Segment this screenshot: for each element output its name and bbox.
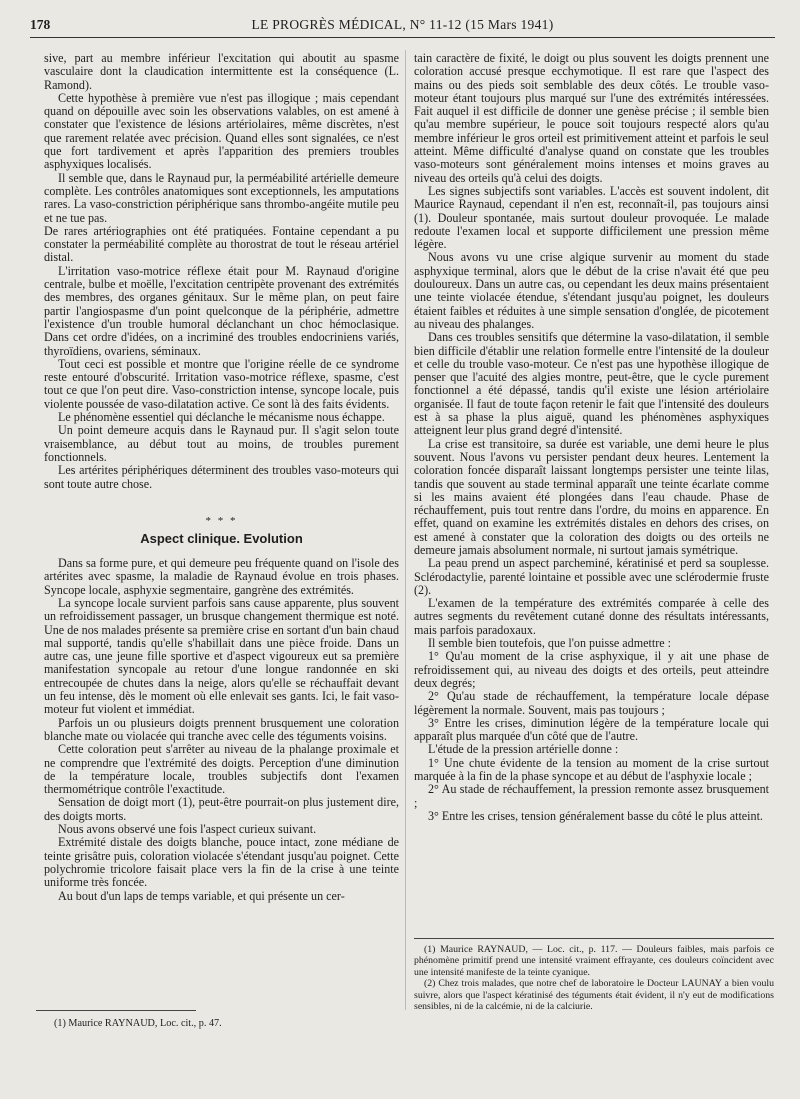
- paragraph: sive, part au membre inférieur l'excitation qui aboutit au spasme vasculaire dont la claudication intermittente est la conséquence (L. Ramond).: [44, 51, 399, 92]
- paragraph: Il semble que, dans le Raynaud pur, la perméabilité artérielle demeure complète. Les contrôles anatomiques sont exceptionnels, les amputations rares. La vaso-constriction périphérique sans thrombo-angéite mutile peu et ne tue pas.: [44, 170, 399, 225]
- right-column: [414, 52, 769, 823]
- paragraph: Dans ces troubles sensitifs que détermine la vaso-dilatation, il semble bien difficile d'établir une relation formelle entre l'intensité de la douleur et celle du trouble vaso-moteur. Ce n'est pas une hypothèse illogique de penser que l'acuité des algies montre, peut-être, que le cycle purement fonctionnel a été dépassé, tandis qu'il existe une lésion artériolaire organisée. Il faut de toute façon retenir le fait que l'intensité des douleurs est à sa phase la plus aiguë, quand les phénomènes asphyxiques atteignent leur plus grand degré d'intensité.: [414, 330, 769, 438]
- list-item: 2° Qu'au stade de réchauffement, la température locale dépase légèrement la normale. Souvent, mais pas toujours ;: [414, 689, 769, 717]
- paragraph: La peau prend un aspect parcheminé, kératinisé et perd sa souplesse. Sclérodactylie, parenté lointaine et possible avec une sclérodermie fruste (2).: [414, 556, 769, 597]
- paragraph: De rares artériographies ont été pratiquées. Fontaine cependant a pu constater la perméabilité complète au thorostrat de tout le réseau artériel distal.: [44, 223, 399, 265]
- column-divider: [405, 50, 406, 1010]
- paragraph: Tout ceci est possible et montre que l'origine réelle de ce syndrome reste entouré d'obscurité. Irritation vaso-motrice réflexe, spasme, c'est tout ce que l'on peut dire. Vaso-constriction intense, syncope locale, puis violente poussée de vaso-dilatation active. Ce sont là des faits évidents.: [44, 356, 399, 411]
- paragraph: Nous avons vu une crise algique survenir au moment du stade asphyxique terminal, alors que le début de la crise n'avait été que peu douloureux. Dans un autre cas, ou cependant les deux mains présentaient une teinte violacée étendue, s'étendant jusqu'au poignet, les douleurs étaient faibles et réduites à une simple sensation d'onglée, de picotement au niveau des phalanges.: [414, 250, 769, 331]
- page-number: 178: [30, 17, 51, 32]
- paragraph: Les artérites périphériques déterminent des troubles vaso-moteurs qui sont toute autre chose.: [44, 463, 399, 491]
- section-separator: * * *: [205, 514, 238, 527]
- paragraph: Nous avons observé une fois l'aspect curieux suivant.: [58, 822, 317, 837]
- footnote: (1) Maurice RAYNAUD, Loc. cit., p. 47.: [54, 1018, 222, 1029]
- section-title: Aspect clinique. Evolution: [140, 530, 303, 546]
- paragraph: Au bout d'un laps de temps variable, et qui présente un cer-: [58, 888, 345, 903]
- paragraph: Les signes subjectifs sont variables. L'accès est souvent indolent, dit Maurice Raynaud, cependant il n'en est, reconnaît-il, pas toujours ainsi (1). Douleur spontanée, mais surtout douleur provoquée. Le malade redoute l'examen local et supporte difficilement une pression même légère.: [414, 183, 769, 252]
- paragraph: tain caractère de fixité, le doigt ou plus souvent les doigts prennent une coloration accusé presque ecchymotique. Il est rare que l'aspect des mains ou des pieds soit semblable des deux côtés. Le trouble vaso-moteur étant toujours plus marqué sur l'une des extrémités intéressées. Fait auquel il est difficile de donner une genèse précise ; il semble bien qu'au membre supérieur, le pouce soit toujours respecté alors qu'au membre inférieur le gros orteil est primitivement atteint et parfois le seul atteint. Même difficulté d'analyse quand on constate que les troubles vaso-moteurs sont généralement moins intenses et moins graves au niveau des orteils qu'à celui des doigts.: [414, 51, 769, 185]
- left-column: [44, 52, 399, 903]
- footnote-rule: [414, 938, 774, 939]
- paragraph: La crise est transitoire, sa durée est variable, une demi heure le plus souvent. Nous l'avons vu persister pendant deux heures. Lentement la coloration foncée disparaît laissant longtemps persister une teinte lilas, tandis que souvent au stade terminal apparaît une teinte écarlate comme si les mains avaient été plongées dans l'eau chaude. Phase de réchauffement, puis tout rentre dans l'ordre, du moins en apparence. En effet, quand on examine les extrémités distales en dehors des crises, on est amené à constater que la coloration des doigts ou des orteils ne demeure jamais absolument normale, ni surtout jamais symétrique.: [414, 436, 769, 557]
- paragraph: Cette coloration peut s'arrêter au niveau de la phalange proximale et ne comprendre que l'extrémité des doigts. Perception d'une diminution de la température locale, troubles subjectifs dont l'examen thermométrique contrôle l'exactitude.: [44, 742, 399, 797]
- paragraph: Sensation de doigt mort (1), peut-être pourrait-on plus justement dire, des doigts morts.: [44, 795, 399, 823]
- footnotes-left: [44, 1018, 399, 1030]
- left-paragraphs-top: [44, 52, 399, 491]
- footnotes-right: [414, 944, 774, 1012]
- paragraph: Le phénomène essentiel qui déclanche le mécanisme nous échappe.: [58, 410, 385, 425]
- paragraph: L'irritation vaso-motrice réflexe était pour M. Raynaud d'origine centrale, bulbe et moëlle, l'excitation centripète provenant des extrémités des membres, des organes génitaux. Sur le même plan, on peut faire partir l'angiospasme d'un point quelconque de la périphérie, admettre l'existence d'un trouble humoral déclanchant un choc hémoclasique. Dans cet ordre d'idées, on a incriminé des troubles endocriniens variés, thyroïdiens, ovariens, séminaux.: [44, 263, 399, 358]
- left-paragraphs-bottom: [44, 557, 399, 903]
- list-item: 1° Une chute évidente de la tension au moment de la crise surtout marquée à la fin de la phase syncope et au début de l'asphyxie locale ;: [414, 755, 769, 784]
- paragraph: L'examen de la température des extrémités comparée à celle des autres segments du revêtement cutané donne des résultats intéressants, mais parfois paradoxaux.: [414, 596, 769, 637]
- page-header: [30, 15, 775, 38]
- list-item: 2° Au stade de réchauffement, la pression remonte assez brusquement ;: [414, 782, 769, 810]
- list-item: 3° Entre les crises, diminution légère de la température locale qui apparaît plus marquée d'un côté que de l'autre.: [414, 715, 769, 744]
- footnote-rule: [36, 1010, 196, 1011]
- paragraph: Un point demeure acquis dans le Raynaud pur. Il s'agit selon toute vraisemblance, au début tout au moins, de troubles purement fonctionnels.: [44, 423, 399, 464]
- paragraph: Il semble bien toutefois, que l'on puisse admettre :: [428, 636, 671, 651]
- paragraph: Extrémité distale des doigts blanche, pouce intact, zone médiane de teinte grisâtre puis, coloration violacée s'étendant jusqu'au poignet. Cette polychromie tricolore faisait place vers la fin de la crise à une teinte uniforme très foncée.: [44, 835, 399, 890]
- paragraph: L'étude de la pression artérielle donne :: [428, 742, 619, 757]
- paragraph: Cette hypothèse à première vue n'est pas illogique ; mais cependant quand on dépouille avec soin les observations valables, on est amené à constater que l'existence de lésions artériolaires, même discrètes, n'est que rarement relatée avec précision. Quand elles sont signalées, ce n'est que fort tardivement et après l'apparition des premiers troubles asphyxiques localisés.: [44, 90, 399, 172]
- paragraph: Parfois un ou plusieurs doigts prennent brusquement une coloration blanche mate ou violacée qui tranche avec celle des téguments voisins.: [44, 715, 399, 743]
- paragraph: La syncope locale survient parfois sans cause apparente, plus souvent un refroidissement passager, un brusque changement thermique est noté. Une de nos malades présente sa première crise en sortant d'un bain chaud mal supporté, tandis qu'elle s'habillait dans une pièce froide. Dans un autre cas, une jeune fille sportive et d'aspect vigoureux eut sa première manifestation syncopale au retour d'une longue randonnée en ski entrecoupée de chutes dans la neige, alors qu'elle se réchauffait devant un feu intense, dès le moment où elle enlevait ses gants. Ici, le fait vaso-moteur fut violent et immédiat.: [44, 595, 399, 717]
- paragraph: Dans sa forme pure, et qui demeure peu fréquente quand on l'isole des artérites avec spasme, la maladie de Raynaud évolue en trois phases. Syncope locale, asphyxie segmentaire, gangrène des extrémités.: [44, 556, 399, 597]
- journal-title: LE PROGRÈS MÉDICAL, N° 11-12 (15 Mars 1941): [251, 17, 554, 32]
- footnote: (1) Maurice RAYNAUD, — Loc. cit., p. 117. — Douleurs faibles, mais parfois ce phénomène primitif prend une intensité vraiment effrayante, ces douleurs coïncident avec une intensité manifeste de la teinte cyanique.: [414, 944, 774, 978]
- footnote: (2) Chez trois malades, que notre chef de laboratoire le Docteur LAUNAY a bien voulu suivre, alors que l'aspect kératinisé des téguments était évident, il n'y eut de modifications sensibles, ni de la calcémie, ni de la calciurie.: [414, 978, 774, 1013]
- list-item: 1° Qu'au moment de la crise asphyxique, il y ait une phase de refroidissement qui, au niveau des doigts et des orteils, peut atteindre deux degrés;: [414, 649, 769, 690]
- list-item: 3° Entre les crises, tension généralement basse du côté le plus atteint.: [428, 808, 763, 823]
